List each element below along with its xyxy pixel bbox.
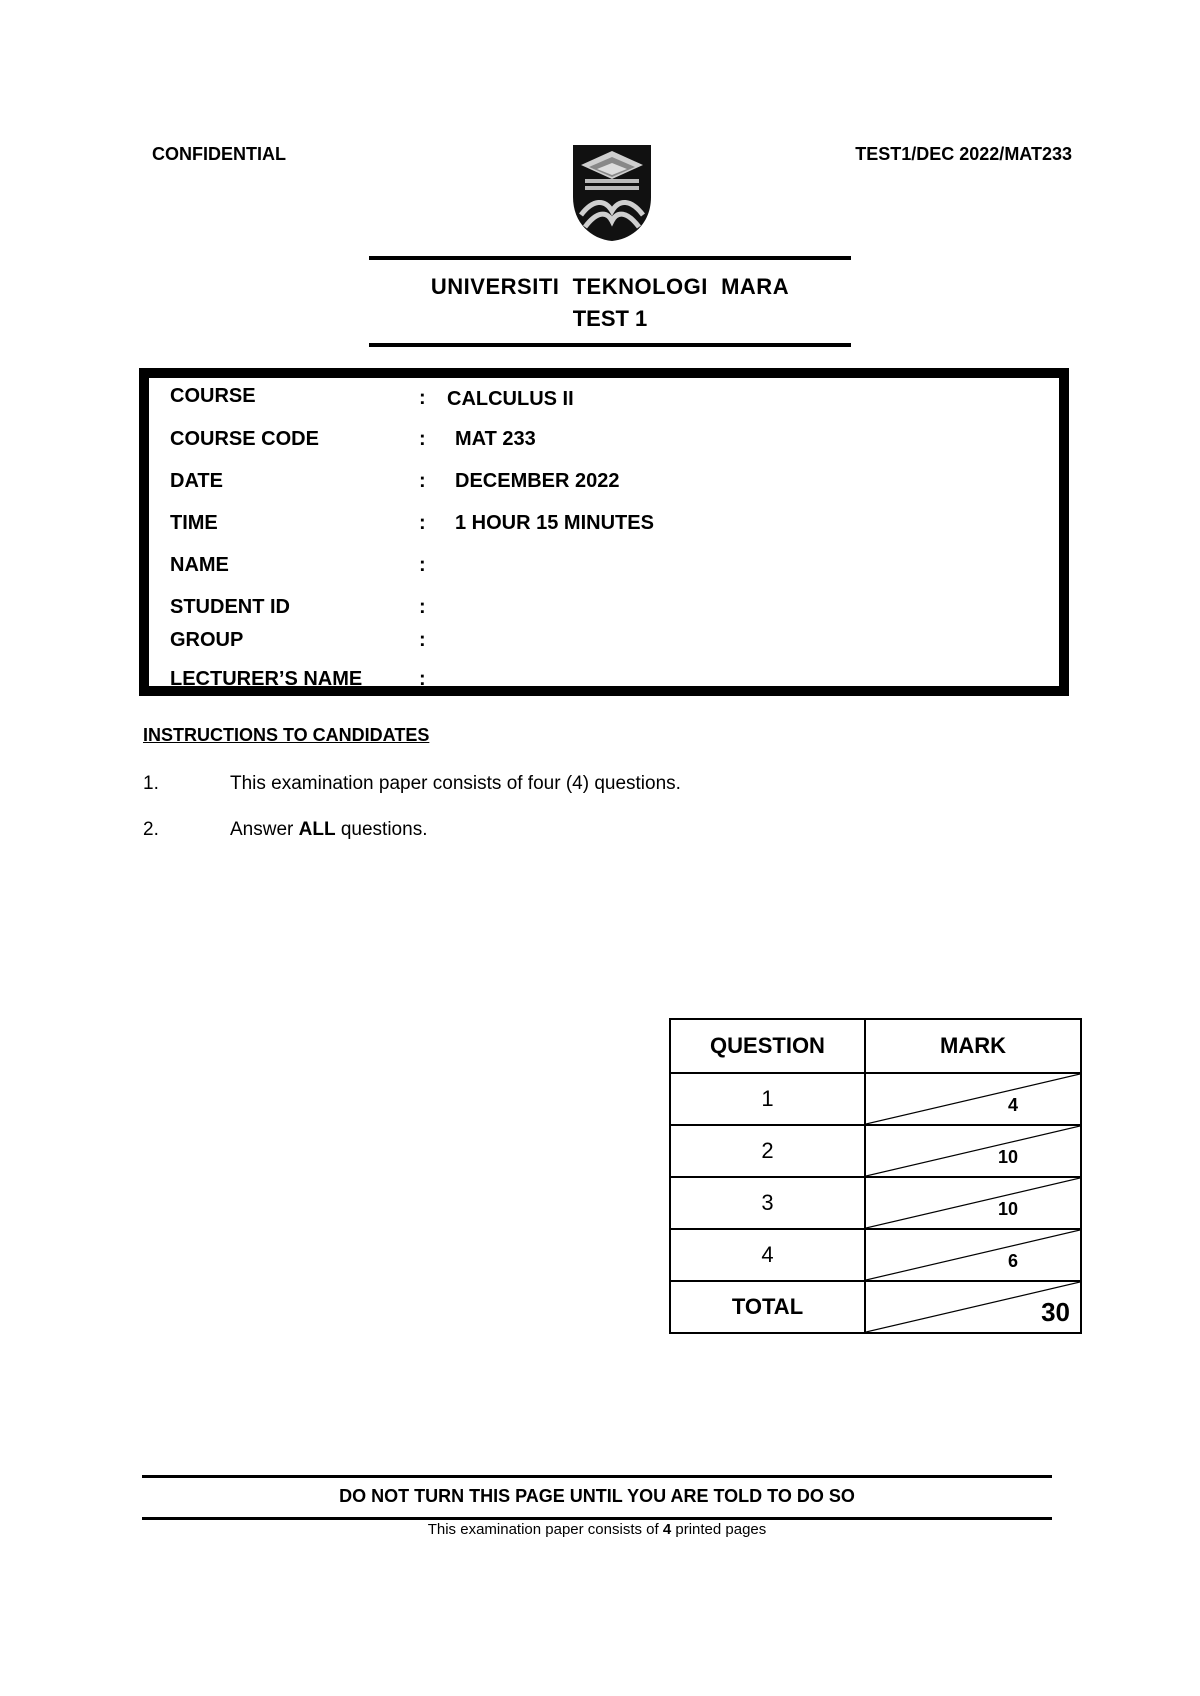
table-row <box>670 1125 1081 1177</box>
mark-table-header <box>670 1019 1081 1073</box>
max-mark: 4 <box>1007 1095 1018 1115</box>
lecturer-colon: : <box>419 668 426 690</box>
mark-cell[interactable] <box>865 1073 1081 1125</box>
question-number: 3 <box>670 1177 865 1229</box>
mark-cell[interactable] <box>865 1177 1081 1229</box>
diagonal-line <box>866 1230 1080 1280</box>
title-rule-bottom <box>369 343 851 347</box>
instruction-2-after: questions. <box>335 819 428 840</box>
time-value: 1 HOUR 15 MINUTES <box>455 512 654 534</box>
instruction-2-before: Answer <box>230 819 299 840</box>
mark-header: MARK <box>865 1019 1081 1073</box>
instruction-2-text <box>230 819 427 841</box>
diagonal-line <box>866 1074 1080 1124</box>
course-colon: : <box>419 387 426 409</box>
footer-rule-bottom <box>142 1517 1052 1520</box>
date-value: DECEMBER 2022 <box>455 470 620 492</box>
group-label: GROUP <box>170 629 244 651</box>
student-id-label: STUDENT ID <box>170 596 290 618</box>
max-mark: 6 <box>1007 1251 1018 1271</box>
table-row <box>670 1073 1081 1125</box>
course-code-label: COURSE CODE <box>170 428 319 450</box>
name-label: NAME <box>170 554 229 576</box>
mark-table <box>669 1018 1082 1334</box>
instruction-1-text: This examination paper consists of four (4) questions. <box>230 773 681 794</box>
footer-rule-top <box>142 1475 1052 1478</box>
course-value: CALCULUS II <box>447 388 574 410</box>
page-count-after: printed pages <box>671 1521 767 1538</box>
total-label: TOTAL <box>670 1281 865 1333</box>
question-number: 4 <box>670 1229 865 1281</box>
page-count: 4 <box>662 1521 672 1538</box>
date-colon: : <box>419 470 426 492</box>
page-count-before: This examination paper consists of <box>427 1521 663 1538</box>
confidential-label: CONFIDENTIAL <box>152 144 286 164</box>
question-header: QUESTION <box>670 1019 865 1073</box>
instruction-2-number: 2. <box>143 819 159 840</box>
instruction-2-emphasis: ALL <box>298 819 336 840</box>
university-name: UNIVERSITI TEKNOLOGI MARA <box>430 274 790 299</box>
diagonal-line <box>866 1126 1080 1176</box>
paper-code: TEST1/DEC 2022/MAT233 <box>855 144 1072 164</box>
table-row <box>670 1177 1081 1229</box>
date-label: DATE <box>170 470 223 492</box>
course-code-value: MAT 233 <box>455 428 536 450</box>
mark-cell[interactable] <box>865 1229 1081 1281</box>
table-row <box>670 1229 1081 1281</box>
max-mark: 10 <box>997 1199 1018 1219</box>
instructions-heading: INSTRUCTIONS TO CANDIDATES <box>143 725 430 745</box>
test-title: TEST 1 <box>572 306 648 331</box>
question-number: 2 <box>670 1125 865 1177</box>
footer-warning: DO NOT TURN THIS PAGE UNTIL YOU ARE TOLD TO DO SO <box>339 1486 855 1506</box>
page-count-note <box>142 1521 1052 1538</box>
question-number: 1 <box>670 1073 865 1125</box>
time-colon: : <box>419 512 426 534</box>
diagonal-line <box>866 1178 1080 1228</box>
group-colon: : <box>419 629 426 651</box>
course-label: COURSE <box>170 385 256 407</box>
title-rule-top <box>369 256 851 260</box>
mark-cell[interactable] <box>865 1125 1081 1177</box>
time-label: TIME <box>170 512 218 534</box>
instruction-1-number: 1. <box>143 773 159 794</box>
university-logo <box>571 145 653 241</box>
total-max-mark: 30 <box>1041 1297 1070 1327</box>
max-mark: 10 <box>997 1147 1018 1167</box>
name-colon: : <box>419 554 426 576</box>
course-code-colon: : <box>419 428 426 450</box>
student-id-colon: : <box>419 596 426 618</box>
lecturer-label: LECTURER’S NAME <box>170 668 363 690</box>
total-mark-cell[interactable] <box>865 1281 1081 1333</box>
table-row-total <box>670 1281 1081 1333</box>
